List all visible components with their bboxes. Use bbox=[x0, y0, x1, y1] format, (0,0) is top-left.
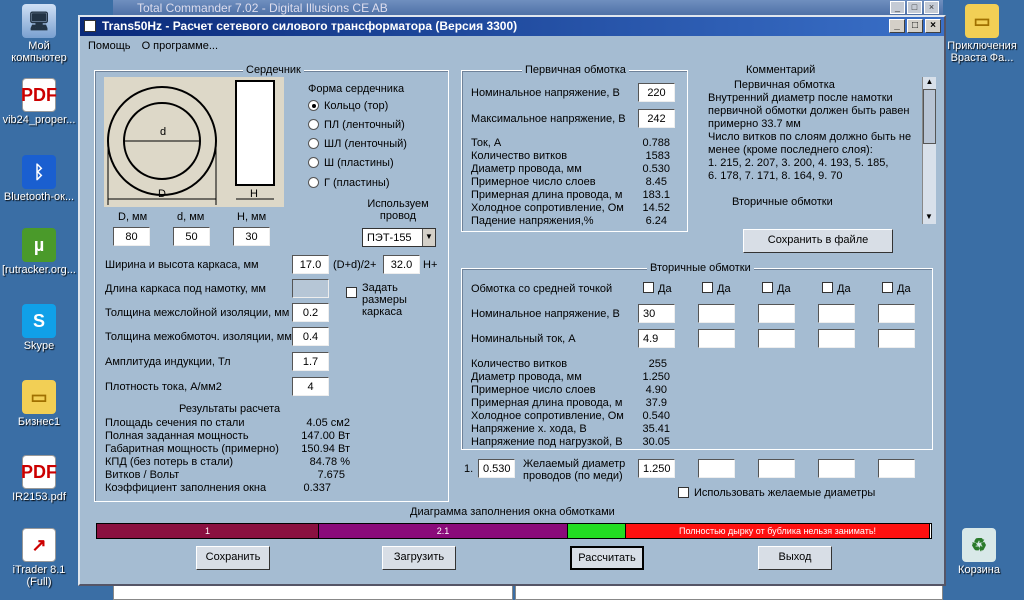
dim-input-D[interactable]: 80 bbox=[113, 227, 150, 246]
frame-size-label: Ширина и высота каркаса, мм bbox=[105, 259, 259, 271]
desktop-icon-label: [rutracker.org... bbox=[2, 264, 76, 276]
param-input-layer-insulation[interactable]: 0.2 bbox=[292, 303, 329, 322]
desktop-icon-my-computer[interactable] bbox=[0, 4, 78, 64]
frame-suffix: H+ bbox=[423, 259, 438, 271]
secondary-current-input-3[interactable] bbox=[758, 329, 795, 348]
shape-radio-shl[interactable] bbox=[308, 138, 319, 149]
secondary-row-label: Напряжение под нагрузкой, В bbox=[471, 436, 623, 448]
secondary-row-value: 1.250 bbox=[642, 371, 670, 383]
set-frame-label[interactable]: Задать размеры каркаса bbox=[362, 282, 407, 318]
secondary-row-label: Примерное число слоев bbox=[471, 384, 596, 396]
desired-diameter-input-3[interactable] bbox=[758, 459, 795, 478]
scroll-thumb[interactable] bbox=[923, 89, 936, 144]
yes-label[interactable]: Да bbox=[897, 283, 911, 295]
comment-line: Число витков по слоям должно быть не bbox=[708, 131, 912, 143]
maximize-icon[interactable]: □ bbox=[907, 1, 922, 14]
menu-help[interactable]: Помощь bbox=[88, 40, 131, 52]
winding-length-input bbox=[292, 279, 329, 298]
desired-diameter-label: Желаемый диаметр проводов (по меди) bbox=[523, 458, 626, 482]
shape-radio-pl[interactable] bbox=[308, 119, 319, 130]
center-tap-checkbox-5[interactable] bbox=[882, 282, 893, 293]
winding-length-label: Длина каркаса под намотку, мм bbox=[105, 283, 266, 295]
shape-label-shl[interactable]: ШЛ (ленточный) bbox=[324, 138, 407, 150]
param-label: Толщина межобмоточ. изоляции, мм bbox=[105, 331, 292, 343]
core-group-title: Сердечник bbox=[243, 64, 304, 76]
secondary-row-value: 4.90 bbox=[645, 384, 667, 396]
scroll-up-arrow-icon[interactable]: ▲ bbox=[925, 77, 934, 86]
fill-diagram-title: Диаграмма заполнения окна обмотками bbox=[410, 506, 615, 518]
param-input-current-density[interactable]: 4 bbox=[292, 377, 329, 396]
folder-icon: ▭ bbox=[22, 380, 56, 414]
primary-group-title: Первичная обмотка bbox=[522, 64, 629, 76]
desktop-icon-skype[interactable] bbox=[0, 304, 78, 352]
wire-label: Используем провод bbox=[367, 198, 429, 222]
result-label: Площадь сечения по стали bbox=[105, 417, 245, 429]
shape-label-sh[interactable]: Ш (пластины) bbox=[324, 157, 394, 169]
primary-max-input[interactable]: 242 bbox=[638, 109, 675, 128]
calculate-button[interactable]: Рассчитать bbox=[570, 546, 644, 570]
result-label: КПД (без потерь в стали) bbox=[105, 456, 234, 468]
core-diagram bbox=[104, 77, 284, 207]
center-tap-checkbox-3[interactable] bbox=[762, 282, 773, 293]
primary-row-value: 0.788 bbox=[642, 137, 670, 149]
shape-label-pl[interactable]: ПЛ (ленточный) bbox=[324, 119, 405, 131]
shape-label-g[interactable]: Г (пластины) bbox=[324, 177, 390, 189]
skype-icon: S bbox=[22, 304, 56, 338]
desktop-icon-bluetooth[interactable] bbox=[0, 155, 78, 203]
save-to-file-button[interactable]: Сохранить в файле bbox=[743, 229, 893, 253]
load-button[interactable]: Загрузить bbox=[382, 546, 456, 570]
comment-line: 6. 178, 7. 171, 8. 164, 9. 70 bbox=[708, 170, 843, 182]
desktop-icon-rutracker[interactable] bbox=[0, 228, 78, 276]
background-window-titlebar[interactable] bbox=[113, 0, 943, 16]
result-label: Полная заданная мощность bbox=[105, 430, 249, 442]
desired-diameter-input-5[interactable] bbox=[878, 459, 915, 478]
main-window bbox=[78, 15, 946, 586]
secondary-current-input-2[interactable] bbox=[698, 329, 735, 348]
shape-radio-g[interactable] bbox=[308, 177, 319, 188]
comment-line: 1. 215, 2. 207, 3. 200, 4. 193, 5. 185, bbox=[708, 157, 889, 169]
result-value: 0.337 bbox=[303, 482, 331, 494]
dim-label-d: d, мм bbox=[177, 211, 205, 223]
center-tap-checkbox-1[interactable] bbox=[643, 282, 654, 293]
minimize-button[interactable]: _ bbox=[889, 19, 905, 33]
menu-bar bbox=[80, 37, 944, 55]
yes-label[interactable]: Да bbox=[837, 283, 851, 295]
primary-row-label: Количество витков bbox=[471, 150, 568, 162]
primary-row-value: 6.24 bbox=[645, 215, 667, 227]
desktop-icon-label: iTrader 8.1 (Full) bbox=[12, 564, 66, 588]
result-value: 150.94 Вт bbox=[301, 443, 350, 455]
param-input-induction[interactable]: 1.7 bbox=[292, 352, 329, 371]
fill-diagram-segment bbox=[568, 524, 626, 538]
center-tap-label: Обмотка со средней точкой bbox=[471, 283, 613, 295]
desktop-icon-adventures[interactable] bbox=[940, 4, 1024, 64]
result-value: 84.78 % bbox=[309, 456, 350, 468]
secondary-row-label: Диаметр провода, мм bbox=[471, 371, 582, 383]
result-value: 147.00 Вт bbox=[301, 430, 350, 442]
secondary-row-value: 255 bbox=[648, 358, 667, 370]
result-value: 7.675 bbox=[317, 469, 345, 481]
minimize-icon[interactable]: _ bbox=[890, 1, 905, 14]
result-label: Габаритная мощность (примерно) bbox=[105, 443, 279, 455]
exit-button[interactable]: Выход bbox=[758, 546, 832, 570]
shape-radio-sh[interactable] bbox=[308, 157, 319, 168]
desktop-icon-label: Bluetooth-ок... bbox=[3, 191, 75, 203]
wire-select-value: ПЭТ-155 bbox=[367, 232, 412, 244]
pdf-file-icon: PDF bbox=[22, 78, 56, 112]
desktop-icon-itrader[interactable] bbox=[0, 528, 78, 588]
comment-scrollbar[interactable] bbox=[922, 77, 936, 224]
secondary-current-label: Номинальный ток, А bbox=[471, 333, 576, 345]
use-desired-label[interactable]: Использовать желаемые диаметры bbox=[694, 487, 876, 499]
primary-row-value: 0.530 bbox=[642, 163, 670, 175]
maximize-button[interactable]: □ bbox=[907, 19, 923, 33]
shape-title: Форма сердечника bbox=[308, 83, 405, 95]
primary-row-value: 14.52 bbox=[642, 202, 670, 214]
close-button[interactable]: × bbox=[925, 19, 941, 33]
secondary-row-label: Количество витков bbox=[471, 358, 568, 370]
desktop-icon-recycle-bin[interactable] bbox=[940, 528, 1018, 576]
title-bar[interactable] bbox=[80, 17, 944, 36]
comment-box bbox=[704, 77, 936, 224]
secondary-row-value: 30.05 bbox=[642, 436, 670, 448]
menu-about[interactable]: О программе... bbox=[141, 40, 219, 52]
primary-row-value: 8.45 bbox=[645, 176, 667, 188]
background-window-strip bbox=[515, 584, 943, 600]
secondary-row-label: Напряжение х. хода, В bbox=[471, 423, 587, 435]
primary-row-label: Примерное число слоев bbox=[471, 176, 596, 188]
desktop-icon-vib24[interactable] bbox=[0, 78, 78, 126]
center-tap-checkbox-4[interactable] bbox=[822, 282, 833, 293]
primary-row-label: Холодное сопротивление, Ом bbox=[471, 202, 624, 214]
results-title: Результаты расчета bbox=[179, 403, 281, 415]
desktop-icon-label: vib24_proper... bbox=[2, 114, 76, 126]
primary-nominal-label: Номинальное напряжение, В bbox=[471, 87, 620, 99]
fill-diagram-segment: 1 bbox=[97, 524, 319, 538]
primary-desired-diameter-input[interactable]: 0.530 bbox=[478, 459, 515, 478]
dim-input-H[interactable]: 30 bbox=[233, 227, 270, 246]
use-desired-checkbox[interactable] bbox=[678, 487, 689, 498]
desktop-icon-label: Бизнес1 bbox=[17, 416, 61, 428]
desktop-icon-label: Приключения Враста Фа... bbox=[947, 40, 1017, 64]
fill-diagram-bar bbox=[96, 523, 932, 539]
comment-line: первичной обмотки должен быть равен bbox=[708, 105, 910, 117]
secondary-row-label: Холодное сопротивление, Ом bbox=[471, 410, 624, 422]
comment-footer: Вторичные обмотки bbox=[732, 196, 833, 208]
primary-row-label: Примерная длина провода, м bbox=[471, 189, 623, 201]
desktop-icon-ir2153[interactable] bbox=[0, 455, 78, 503]
recycle-bin-icon: ♻ bbox=[962, 528, 996, 562]
yes-label[interactable]: Да bbox=[777, 283, 791, 295]
secondary-voltage-input-2[interactable] bbox=[698, 304, 735, 323]
shape-radio-ring[interactable] bbox=[308, 100, 319, 111]
result-label: Коэффициент заполнения окна bbox=[105, 482, 267, 494]
primary-row-value: 1583 bbox=[645, 150, 670, 162]
diagram-label-H: H bbox=[250, 188, 258, 200]
app-icon bbox=[84, 20, 96, 32]
param-label: Плотность тока, А/мм2 bbox=[105, 381, 222, 393]
folder-icon: ▭ bbox=[965, 4, 999, 38]
chevron-down-icon[interactable]: ▼ bbox=[422, 229, 435, 246]
shape-label-ring[interactable]: Кольцо (тор) bbox=[324, 100, 389, 112]
desktop-icon-label: Skype bbox=[23, 340, 55, 352]
desktop-icon-label: Мой компьютер bbox=[11, 40, 67, 64]
scroll-down-arrow-icon[interactable]: ▼ bbox=[925, 212, 933, 221]
desktop-icon-label: Корзина bbox=[958, 564, 1000, 576]
close-icon[interactable]: × bbox=[924, 1, 939, 14]
secondary-current-input-4[interactable] bbox=[818, 329, 855, 348]
background-window-title: Total Commander 7.02 - Digital Illusions CE AB bbox=[137, 1, 388, 15]
desktop-icon-label: IR2153.pdf bbox=[12, 491, 66, 503]
result-label: Витков / Вольт bbox=[105, 469, 180, 481]
dim-label-H: H, мм bbox=[237, 211, 267, 223]
param-label: Амплитуда индукции, Тл bbox=[105, 356, 231, 368]
desired-diameter-input-1[interactable]: 1.250 bbox=[638, 459, 675, 478]
primary-row-label: Падение напряжения,% bbox=[471, 215, 594, 227]
frame-input-1[interactable]: 17.0 bbox=[292, 255, 329, 274]
desktop-icon-business[interactable] bbox=[0, 380, 78, 428]
primary-row-label: Диаметр провода, мм bbox=[471, 163, 582, 175]
comment-line: примерно 33.7 мм bbox=[708, 118, 801, 130]
frame-formula: (D+d)/2+ bbox=[333, 259, 377, 271]
secondary-row-value: 0.540 bbox=[642, 410, 670, 422]
comment-heading: Первичная обмотка bbox=[734, 79, 835, 91]
comment-line: Внутренний диаметр после намотки bbox=[708, 92, 893, 104]
secondary-row-label: Примерная длина провода, м bbox=[471, 397, 623, 409]
frame-input-2[interactable]: 32.0 bbox=[383, 255, 420, 274]
secondary-current-input-1[interactable]: 4.9 bbox=[638, 329, 675, 348]
secondary-voltage-input-1[interactable]: 30 bbox=[638, 304, 675, 323]
param-input-winding-insulation[interactable]: 0.4 bbox=[292, 327, 329, 346]
secondary-voltage-input-3[interactable] bbox=[758, 304, 795, 323]
result-value: 4.05 см2 bbox=[306, 417, 350, 429]
primary-max-label: Максимальное напряжение, В bbox=[471, 113, 626, 125]
wire-select[interactable] bbox=[362, 228, 436, 247]
secondary-row-value: 35.41 bbox=[642, 423, 670, 435]
my-computer-icon: 🖥 bbox=[22, 4, 56, 38]
desired-diameter-input-4[interactable] bbox=[818, 459, 855, 478]
window-title: Trans50Hz - Расчет сетевого силового трансформатора (Версия 3300) bbox=[102, 19, 518, 33]
itrader-icon: ↗ bbox=[22, 528, 56, 562]
center-tap-checkbox-2[interactable] bbox=[702, 282, 713, 293]
secondary-voltage-label: Номинальное напряжение, В bbox=[471, 308, 620, 320]
diagram-label-D: D bbox=[158, 188, 166, 200]
save-button[interactable]: Сохранить bbox=[196, 546, 270, 570]
fill-diagram-segment: 2.1 bbox=[319, 524, 568, 538]
pdf-file-icon: PDF bbox=[22, 455, 56, 489]
yes-label[interactable]: Да bbox=[658, 283, 672, 295]
set-frame-checkbox[interactable] bbox=[346, 287, 357, 298]
param-label: Толщина межслойной изоляции, мм bbox=[105, 307, 290, 319]
comment-line: менее (кроме последнего слоя): bbox=[708, 144, 873, 156]
primary-row-value: 183.1 bbox=[642, 189, 670, 201]
primary-index-label: 1. bbox=[464, 463, 474, 475]
yes-label[interactable]: Да bbox=[717, 283, 731, 295]
secondary-voltage-input-4[interactable] bbox=[818, 304, 855, 323]
secondary-voltage-input-5[interactable] bbox=[878, 304, 915, 323]
dim-input-d[interactable]: 50 bbox=[173, 227, 210, 246]
background-window-strip bbox=[113, 584, 513, 600]
comment-title: Комментарий bbox=[746, 64, 816, 76]
primary-row-label: Ток, А bbox=[471, 137, 502, 149]
utorrent-icon: µ bbox=[22, 228, 56, 262]
secondary-row-value: 37.9 bbox=[645, 397, 667, 409]
dim-label-D: D, мм bbox=[118, 211, 148, 223]
primary-nominal-input[interactable]: 220 bbox=[638, 83, 675, 102]
bluetooth-icon: ᛒ bbox=[22, 155, 56, 189]
secondary-group-title: Вторичные обмотки bbox=[647, 262, 754, 274]
fill-diagram-segment: Полностью дырку от бублика нельзя занимать! bbox=[626, 524, 930, 538]
desired-diameter-input-2[interactable] bbox=[698, 459, 735, 478]
secondary-current-input-5[interactable] bbox=[878, 329, 915, 348]
diagram-label-d: d bbox=[160, 126, 167, 138]
